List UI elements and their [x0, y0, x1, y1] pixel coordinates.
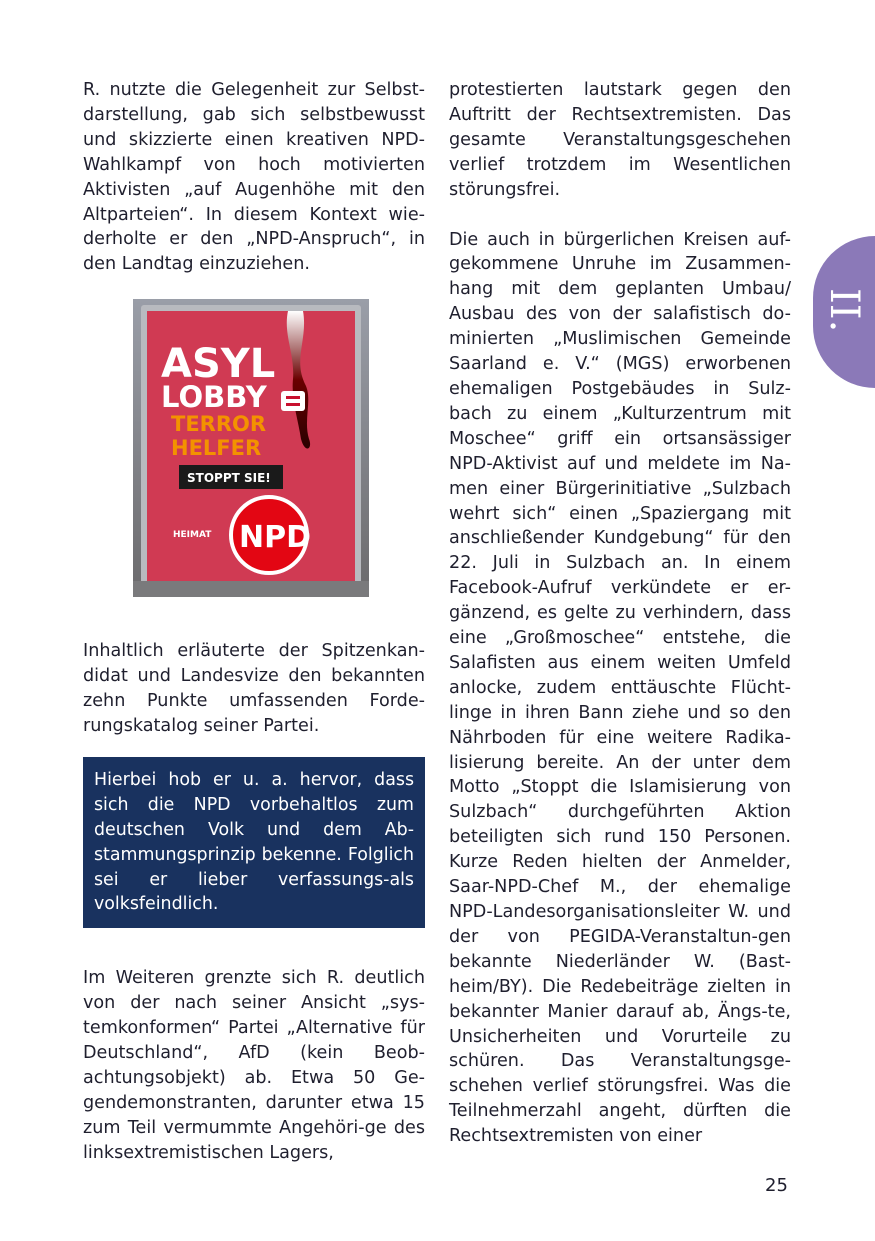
right-paragraph-2: Die auch in bürgerlichen Kreisen auf-gekommene Unruhe im Zusammen-hang mit dem geplanten Umbau/ Ausbau des von der salafistisch do-minierten „Muslimischen Gemeinde Saarland e. V.“ (MGS) erworbenen ehemaligen Postgebäudes in Sulz-bach zu einem „Kulturzentrum mit Moschee“ griff ein ortsansässiger NPD-Aktivist auf und meldete im Na-men einer Bürgerinitiative „Sulzbach wehrt sich“ einen „Spaziergang mit anschließender Kundgebung“ für den 22. Juli in Sulzbach an. In einem Facebook-Aufruf verkündete er er-gänzend, es gelte zu verhindern, dass eine „Großmoschee“ entstehe, die Salafisten aus einem weiten Umfeld anlocke, zudem enttäuschte Flücht-linge in ihren Bann ziehe und so den Nährboden für eine weitere Radika-lisierung bereite. An der unter dem Motto „Stoppt die Islamisierung von Sulzbach“ durchgeführten Aktion beteiligten sich rund 150 Personen. Kurze Reden hielten der Anmelder, Saar-NPD-Chef M., der ehemalige NPD-Landesorganisationsleiter W. und der von PEGIDA-Veranstaltun-gen bekannte Niederländer W. (Bast-heim/BY). Die Redebeiträge zielten in bekannter Manier darauf ab, Ängs-te, Unsicherheiten und Vorurteile zu schüren. Das Veranstaltungsge-schehen verlief störungsfrei. Was die Teilnehmerzahl angeht, dürften die Rechtsextremisten von einer — [449, 229, 791, 1147]
poster-line-lobby: LOBBY — [161, 380, 267, 415]
highlight-box-text: Hierbei hob er u. a. hervor, dass sich die NPD vorbehaltlos zum deutschen Volk und dem Ab-stammungsprinzip bekenne. Folglich sei er lieber verfassungs-als volksfeindlich. — [94, 769, 414, 915]
poster-line-stoppt: STOPPT SIE! — [187, 471, 271, 486]
left-column — [83, 78, 425, 1166]
poster-line-helfer: HELFER — [171, 436, 262, 461]
chapter-tab-label: II. — [821, 288, 867, 333]
left-paragraph-3: Im Weiteren grenzte sich R. deutlich von der nach seiner Ansicht „sys-temkonformen“ Partei „Alternative für Deutschland“, AfD (kein Beob-achtungsobjekt) ab. Etwa 50 Ge-gendemonstranten, darunter etwa 15 zum Teil vermummte Angehöri-ge des linksextremistischen Lagers, — [83, 968, 425, 1163]
npd-logo: NPD — [239, 520, 311, 556]
page-number: 25 — [765, 1175, 788, 1196]
right-column — [449, 78, 791, 1149]
right-paragraph-1: protestierten lautstark gegen den Auftritt der Rechtsextremisten. Das gesamte Veranstaltungsgeschehen verlief trotzdem im Wesentlichen störungsfrei. — [449, 80, 791, 200]
poster-line-terror: TERROR — [171, 412, 267, 437]
npd-poster-photo — [133, 299, 369, 597]
poster-illustration — [133, 299, 369, 597]
left-paragraph-1: R. nutzte die Gelegenheit zur Selbst-darstellung, gab sich selbstbewusst und skizzierte einen kreativen NPD-Wahlkampf von hoch motivierten Aktivisten „auf Augenhöhe mit den Altparteien“. In diesem Kontext wie-derholte er den „NPD-Anspruch“, in den Landtag einzuziehen. — [83, 80, 425, 275]
left-paragraph-2: Inhaltlich erläuterte der Spitzenkan-didat und Landesvize den bekannten zehn Punkte umfassenden Forde-rungskatalog seiner Partei. — [83, 641, 425, 736]
chapter-tab — [813, 236, 875, 388]
poster-line-asyl: ASYL — [161, 341, 276, 388]
highlight-box — [83, 757, 425, 928]
poster-heimat: HEIMAT — [173, 530, 212, 541]
